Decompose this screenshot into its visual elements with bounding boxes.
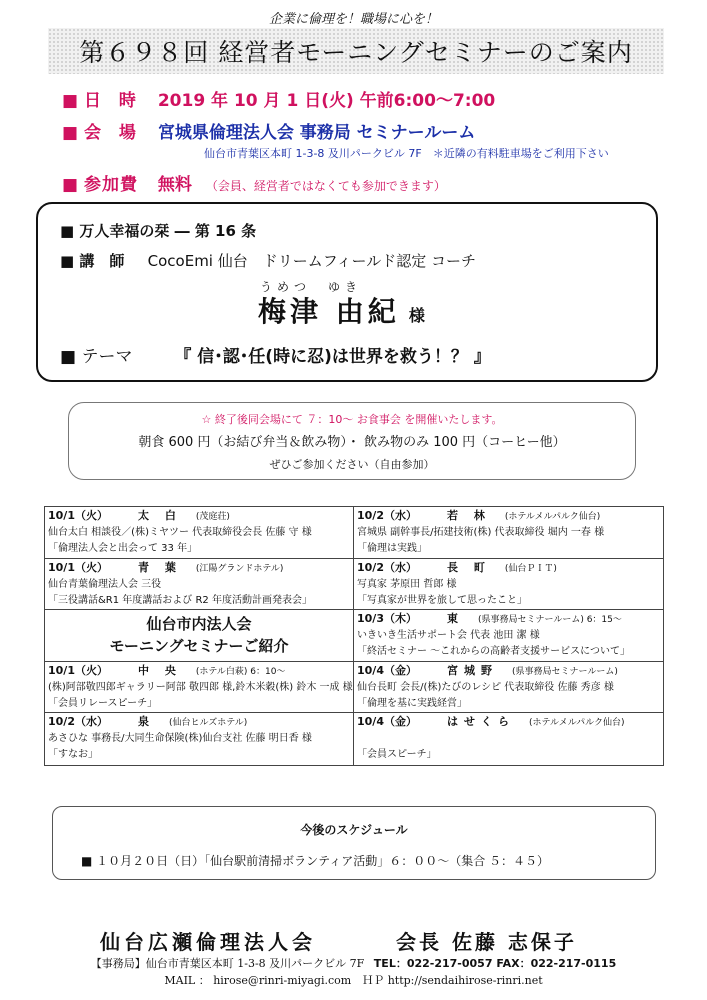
seminar-date: 10/2（水）: [48, 715, 108, 729]
seminar-cell: [354, 507, 663, 559]
seminar-topic: 「会員リレースピーチ」: [48, 697, 158, 709]
seminar-table: [44, 506, 664, 766]
seminar-header: [357, 663, 660, 680]
datetime-row: [62, 86, 495, 111]
seminar-date: 10/4（金）: [357, 715, 417, 729]
seminar-header: [357, 508, 660, 525]
seminar-speaker: あさひな 事務長/大同生命保険(株)仙台支社 佐藤 明日香 様: [48, 733, 312, 745]
fee-row: [62, 170, 446, 195]
meal-prices: 朝食 600 円（お結び弁当＆飲み物）・ 飲み物のみ 100 円（コーヒー他）: [138, 435, 566, 450]
seminar-date: 10/3（木）: [357, 612, 417, 626]
venue-square: ■: [62, 123, 79, 143]
schedule-title: 今後のスケジュール: [300, 823, 408, 837]
schedule-item: ■ １０月２０日（日）「仙台駅前清掃ボランティア活動」６：００～（集合 ５：４５）: [81, 854, 550, 868]
meal-box: [68, 402, 636, 480]
footer-address-line: [0, 955, 707, 971]
speaker-label: ■ 講 師: [60, 252, 125, 270]
speaker-suffix: 様: [408, 306, 425, 325]
seminar-venue: (県事務局セミナールーム) 6：15～: [477, 615, 622, 626]
venue-label: 会 場: [83, 123, 142, 143]
seminar-venue: (ホテル白萩) 6：10～: [195, 666, 286, 677]
seminar-topic: 「会員スピーチ」: [357, 749, 437, 761]
speaker-title: CocoEmi 仙台 ドリームフィールド認定 コーチ: [147, 252, 477, 270]
datetime-label: 日 時: [83, 91, 142, 111]
seminar-speaker: 仙台青葉倫理法人会 三役: [48, 578, 162, 590]
seminar-header: [357, 611, 660, 628]
seminar-cell: [354, 559, 663, 611]
seminar-speaker: 宮城県 副幹事長/拓建技術(株) 代表取締役 堀内 一春 様: [357, 527, 605, 538]
venue-address: 仙台市青葉区本町 1-3-8 及川パークビル 7F ＊近隣の有料駐車場をご利用下さい: [204, 147, 609, 160]
seminar-topic: 「三役講話&R1 年度講話および R2 年度活動計画発表会」: [48, 594, 312, 606]
seminar-name: 中 央: [137, 663, 182, 677]
seminar-name: 泉: [137, 715, 155, 729]
theme-line: [60, 342, 491, 367]
seminar-date: 10/1（火）: [48, 560, 108, 574]
seminar-name: 東: [446, 612, 464, 626]
seminar-venue: (仙台ＰＩＴ): [504, 563, 557, 574]
datetime-square: ■: [62, 91, 79, 111]
article-line: ■ 万人幸福の栞 ― 第 16 条: [60, 222, 257, 240]
seminar-cell: [354, 662, 663, 714]
seminar-header: [357, 714, 660, 731]
seminar-speaker: [357, 731, 660, 747]
meal-invite: ぜひご参加ください（自由参加）: [269, 458, 435, 471]
footer-contact: TEL：022-217-0057 FAX：022-217-0115: [373, 957, 617, 970]
seminar-speaker: 仙台長町 会長/(株)たびのレシピ 代表取締役 佐藤 秀彦 様: [357, 681, 614, 693]
seminar-header: [48, 508, 350, 525]
seminar-venue: (ホテルメルパルク仙台): [504, 512, 601, 522]
page-title-text: 第６９８回 経営者モーニングセミナーのご案内: [79, 38, 633, 67]
seminar-cell: [45, 559, 354, 611]
fee-square: ■: [62, 175, 79, 195]
meal-notice: ☆ 終了後同会場にて ７：10～ お食事会 を開催いたします。: [201, 413, 503, 426]
seminar-name: 長 町: [446, 560, 491, 574]
seminar-cell: [45, 507, 354, 559]
seminar-header: [48, 560, 350, 577]
tagline: 企業に倫理を！職場に心を！: [268, 12, 438, 27]
seminar-date: 10/1（火）: [48, 509, 108, 522]
footer-address: 【事務局】仙台市青葉区本町 1-3-8 及川パークビル 7F: [90, 957, 365, 970]
promo-cell: [45, 610, 354, 662]
promo-line: モーニングセミナーご紹介: [109, 637, 289, 656]
footer-president: 会長 佐藤 志保子: [396, 930, 577, 954]
fee-value: 無料: [157, 175, 192, 195]
seminar-topic: 「すなお」: [48, 749, 98, 761]
seminar-speaker: 写真家 茅原田 哲郎 様: [357, 578, 457, 590]
seminar-speaker: 仙台太白 相談役／(株)ミヤツー 代表取締役会長 佐藤 守 様: [48, 527, 312, 538]
seminar-name: 若 林: [446, 509, 491, 522]
seminar-date: 10/2（水）: [357, 509, 417, 522]
seminar-speaker: いきいき生活サポート会 代表 池田 潔 様: [357, 630, 540, 642]
speaker-name-block: [258, 290, 425, 330]
seminar-venue: (仙台ヒルズホテル): [168, 718, 248, 729]
seminar-name: 青 葉: [137, 560, 182, 574]
seminar-cell: [45, 713, 354, 765]
seminar-header: [48, 663, 350, 680]
lecture-box: [36, 202, 658, 382]
speaker-ruby-text: うめつ ゆき: [260, 280, 363, 294]
promo-line: 仙台市内法人会: [146, 615, 252, 634]
seminar-name: 宮城野: [446, 663, 498, 677]
datetime-value: 2019 年 10 月 1 日(火) 午前6:00～7:00: [157, 91, 496, 111]
seminar-name: 太 白: [137, 509, 182, 522]
seminar-date: 10/2（水）: [357, 560, 417, 574]
speaker-line: [60, 250, 476, 271]
seminar-date: 10/1（火）: [48, 663, 108, 677]
seminar-venue: (ホテルメルパルク仙台): [528, 718, 625, 729]
speaker-name: 梅津 由紀: [258, 295, 400, 328]
seminar-venue: (茂庭荘): [195, 512, 230, 522]
seminar-venue: (江陽グランドホテル): [195, 563, 284, 574]
venue-row: [62, 118, 475, 143]
footer-org: 仙台広瀬倫理法人会: [100, 930, 316, 954]
theme-label: ■ テーマ: [60, 347, 133, 367]
seminar-header: [48, 714, 350, 731]
seminar-topic: 「倫理を基に実践経営」: [357, 697, 467, 709]
footer-mail: MAIL ： hirose@rinri-miyagi.com ＨＰ http://sendaihirose-rinri.net: [164, 974, 543, 987]
page-title: [48, 28, 664, 74]
schedule-box: [52, 806, 656, 880]
seminar-name: はせくら: [446, 715, 515, 729]
seminar-venue: (県事務局セミナールーム): [511, 666, 618, 677]
fee-label: 参加費: [83, 175, 138, 195]
seminar-date: 10/4（金）: [357, 663, 417, 677]
seminar-cell: [354, 713, 663, 765]
fee-note: （会員、経営者ではなくても参加できます）: [205, 179, 446, 193]
seminar-cell: [354, 610, 663, 662]
theme-text: 『 信･認･任(時に忍)は世界を救う！？ 』: [174, 347, 491, 367]
seminar-topic: 「倫理は実践」: [357, 543, 427, 554]
venue-value: 宮城県倫理法人会 事務局 セミナールーム: [157, 123, 476, 143]
seminar-header: [357, 560, 660, 577]
seminar-speaker: (株)阿部敬四郎ギャラリー阿部 敬四郎 様,鈴木米穀(株) 鈴木 一成 様: [48, 681, 353, 693]
seminar-topic: 「倫理法人会と出会って 33 年」: [48, 543, 198, 554]
seminar-topic: 「写真家が世界を旅して思ったこと」: [357, 594, 527, 606]
seminar-cell: [45, 662, 354, 714]
seminar-topic: 「終活セミナー ～これからの高齢者支援サービスについて」: [357, 646, 630, 658]
